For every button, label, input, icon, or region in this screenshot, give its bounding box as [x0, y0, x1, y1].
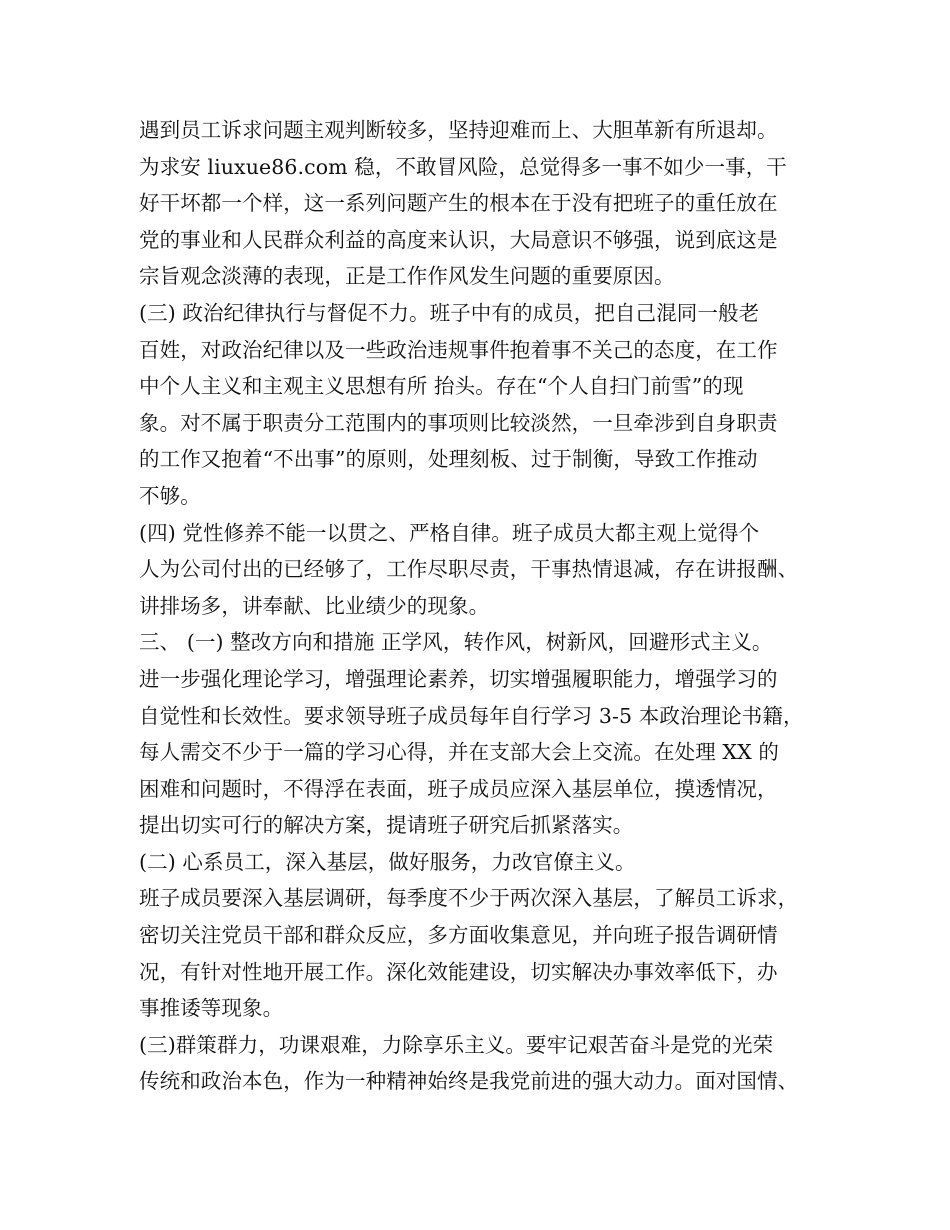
text-line: 提出切实可行的解决方案，提请班子研究后抓紧落实。 — [139, 813, 634, 838]
section-heading-2: (二) 心系员工，深入基层，做好服务，力改官僚主义。 — [139, 849, 636, 874]
section-heading-measures: 三、 (一) 整改方向和措施 正学风，转作风，树新风，回避形式主义。 — [139, 630, 773, 655]
text-line: 密切关注党员干部和群众反应，多方面收集意见，并向班子报告调研情 — [139, 923, 778, 948]
text-line: 传统和政治本色，作为一种精神始终是我党前进的强大动力。面对国情、 — [139, 1069, 799, 1094]
section-heading-3: (三) 政治纪律执行与督促不力。班子中有的成员，把自己混同一般老 — [139, 300, 760, 325]
text-line: 进一步强化理论学习，增强理论素养，切实增强履职能力，增强学习的 — [139, 666, 778, 691]
text-line: 事推诿等现象。 — [139, 996, 284, 1021]
text-line: 不够。 — [139, 483, 201, 508]
text-line: 困难和问题时，不得浮在表面，班子成员应深入基层单位，摸透情况， — [139, 776, 778, 801]
text-line: 况，有针对性地开展工作。深化效能建设，切实解决办事效率低下，办 — [139, 959, 778, 984]
text-line: 好干坏都一个样，这一系列问题产生的根本在于没有把班子的重任放在 — [139, 191, 778, 216]
text-line: 为求安 liuxue86.com 稳，不敢冒风险，总觉得多一事不如少一事，干 — [139, 154, 787, 179]
text-line: 每人需交不少于一篇的学习心得，并在支部大会上交流。在处理 XX 的 — [139, 740, 780, 765]
text-line: 象。对不属于职责分工范围内的事项则比较淡然，一旦牵涉到自身职责 — [139, 410, 778, 435]
section-heading-4: (四) 党性修养不能一以贯之、严格自律。班子成员大都主观上觉得个 — [139, 520, 760, 545]
text-line: 自觉性和长效性。要求领导班子成员每年自行学习 3-5 本政治理论书籍， — [139, 703, 804, 728]
text-line: 遇到员工诉求问题主观判断较多，坚持迎难而上、大胆革新有所退却。 — [139, 118, 778, 142]
section-heading-3b: (三)群策群力，功课艰难，力除享乐主义。要牢记艰苦奋斗是党的光荣 — [139, 1032, 774, 1057]
text-line: 人为公司付出的已经够了，工作尽职尽责，干事热情退减，存在讲报酬、 — [139, 557, 799, 582]
text-line: 讲排场多，讲奉献、比业绩少的现象。 — [139, 593, 490, 618]
text-line: 的工作又抱着“不出事”的原则，处理刻板、过于制衡，导致工作推动 — [139, 447, 758, 472]
text-line: 宗旨观念淡薄的表现，正是工作作风发生问题的重要原因。 — [139, 264, 675, 289]
text-line: 党的事业和人民群众利益的高度来认识，大局意识不够强，说到底这是 — [139, 227, 778, 252]
text-line: 百姓，对政治纪律以及一些政治违规事件抱着事不关己的态度，在工作 — [139, 337, 778, 362]
text-line: 班子成员要深入基层调研，每季度不少于两次深入基层，了解员工诉求， — [139, 886, 799, 911]
text-line: 中个人主义和主观主义思想有所 抬头。存在“个人自扫门前雪”的现 — [139, 374, 744, 399]
document-body — [139, 112, 839, 1100]
